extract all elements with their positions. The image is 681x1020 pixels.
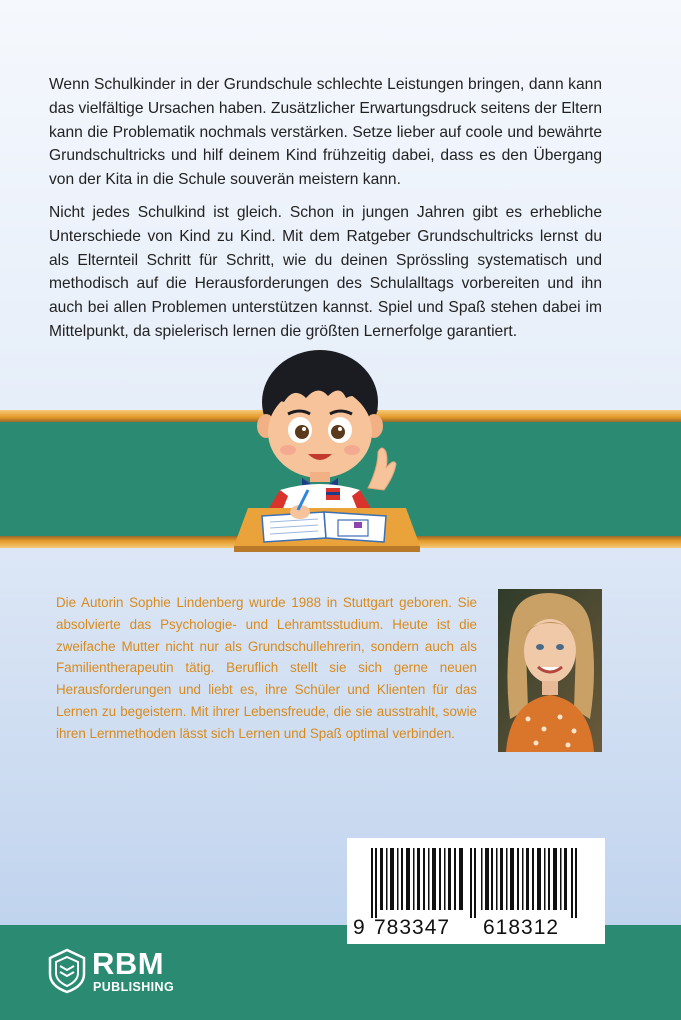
description-paragraph-1: Wenn Schulkinder in der Grundschule schlechte Leistungen bringen, dann kann das vielfältige Ursachen haben. Zusätzlicher Erwartungsdruck seitens der Eltern kann die Problematik nochmals verstärken. Setze lieber auf coole und bewährte Grundschultricks und hilf deinem Kind frühzeitig dabei, dass es den Übergang von der Kita in die Schule souverän meistern kann. (49, 76, 602, 189)
barcode-digits-left: 783347 (374, 916, 451, 939)
publisher-logo (48, 948, 188, 996)
publisher-name: RBM (92, 946, 165, 981)
publisher-subtitle: PUBLISHING (93, 980, 175, 994)
schoolboy-illustration (228, 340, 428, 552)
description-paragraph-2: Nicht jedes Schulkind ist gleich. Schon in jungen Jahren gibt es erhebliche Unterschiede von Kind zu Kind. Mit dem Ratgeber Grundschultricks lernst du als Elternteil Schritt für Schritt, wie du deinen Sprössling systematisch und methodisch auf die Herausforderungen des Schulalltags vorbereiten und ihn auch bei allen Problemen unterstützen kannst. Spiel und Spaß stehen dabei im Mittelpunkt, da spielerisch lernen die größten Lernerfolge garantiert. (49, 204, 602, 340)
author-bio: Die Autorin Sophie Lindenberg wurde 1988 in Stuttgart geboren. Sie absolvierte das Psychologie- und Lehramtsstudium. Heute ist die zweifache Mutter nicht nur als Grundschullehrerin, sondern auch als Familientherapeutin tätig. Beruflich stellt sie sich gerne neuen Herausforderungen und liebt es, ihre Schüler und Klienten für das Lernen zu begeistern. Mit ihrer Lebensfreude, die sie ausstrahlt, sowie ihren Lernmethoden lässt sich Lernen und Spaß optimal verbinden. (56, 595, 477, 741)
barcode-prefix-digit: 9 (353, 916, 366, 939)
publisher-shield-icon (48, 948, 86, 994)
barcode-bars (357, 848, 595, 918)
barcode-digits-right: 618312 (483, 916, 560, 939)
author-photo (498, 589, 602, 752)
isbn-barcode (347, 838, 605, 944)
